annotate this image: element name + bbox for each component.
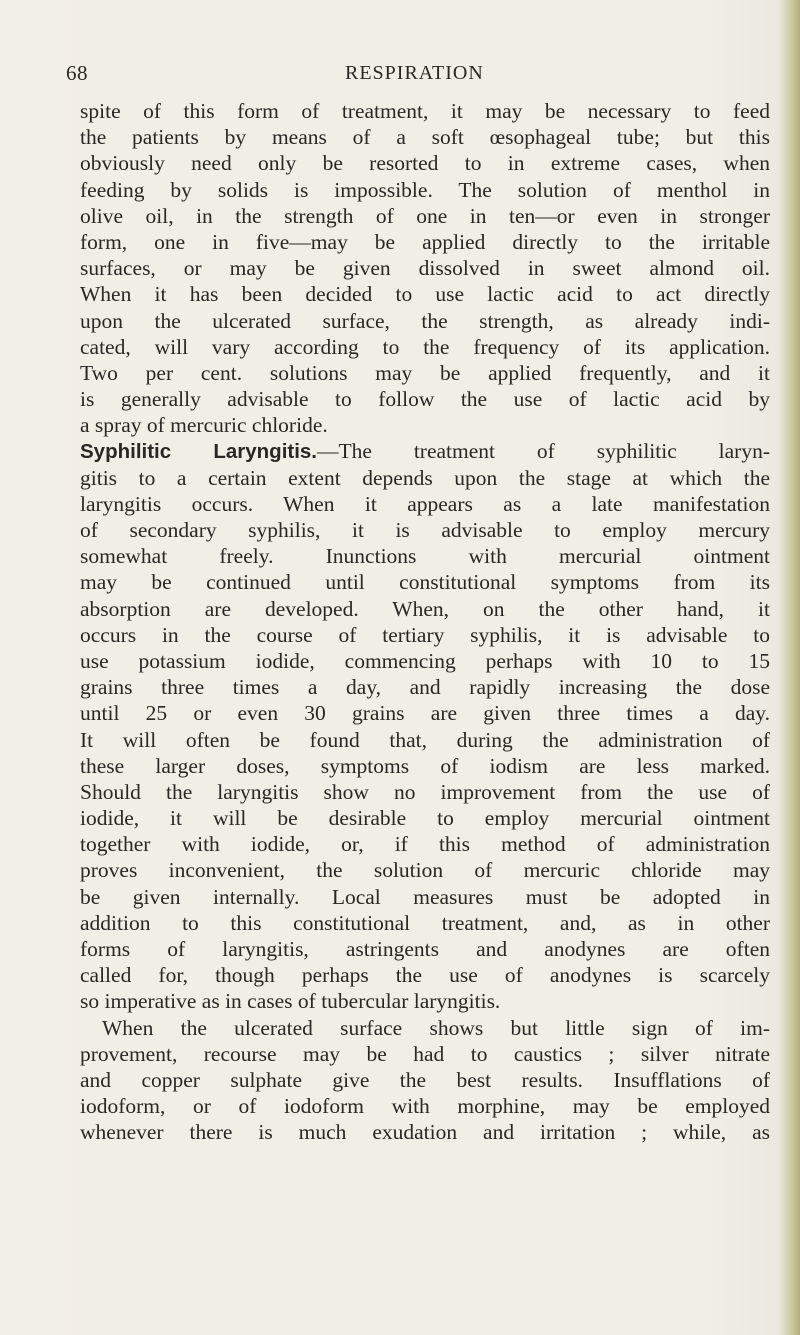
- text-line: iodoform, or of iodoform with morphine, may be employed: [80, 1094, 770, 1119]
- text-line: iodide, it will be desirable to employ mercurial ointment: [80, 806, 770, 831]
- paragraph-continuation: [80, 98, 770, 438]
- running-title: RESPIRATION: [345, 62, 484, 84]
- text-line: grains three times a day, and rapidly increasing the dose: [80, 675, 770, 700]
- text-line: these larger doses, symptoms of iodism are less marked.: [80, 753, 770, 778]
- text-line: feeding by solids is impossible. The solution of menthol in: [80, 177, 770, 202]
- text-line: cated, will vary according to the frequency of its application.: [80, 334, 770, 359]
- text-line: It will often be found that, during the administration of: [80, 727, 770, 752]
- text-line: is generally advisable to follow the use of lactic acid by: [80, 387, 770, 412]
- text-line: until 25 or even 30 grains are given three times a day.: [80, 701, 770, 726]
- text-line: of secondary syphilis, it is advisable to employ mercury: [80, 518, 770, 542]
- page-number: 68: [66, 61, 88, 85]
- text-line: the patients by means of a soft œsophageal tube; but this: [80, 125, 770, 150]
- text-line: When it has been decided to use lactic acid to act directly: [80, 282, 770, 307]
- text-line: surfaces, or may be given dissolved in sweet almond oil.: [80, 256, 770, 281]
- text-line: obviously need only be resorted to in extreme cases, when: [80, 151, 770, 176]
- text-line: so imperative as in cases of tubercular laryngitis.: [80, 989, 501, 1014]
- text-line: upon the ulcerated surface, the strength, as already indi-: [80, 308, 770, 333]
- text-line: absorption are developed. When, on the other hand, it: [80, 596, 770, 621]
- section-first-line: [80, 438, 770, 464]
- text-line: Should the laryngitis show no improvement from the use of: [80, 779, 770, 804]
- text-line: called for, though perhaps the use of anodynes is scarcely: [80, 963, 770, 988]
- text-line: together with iodide, or, if this method of administration: [80, 832, 770, 857]
- text-line: spite of this form of treatment, it may be necessary to feed: [80, 99, 770, 123]
- text-line: olive oil, in the strength of one in ten—or even in stronger: [80, 203, 770, 228]
- text-line: Two per cent. solutions may be applied frequently, and it: [80, 360, 770, 385]
- text-line: gitis to a certain extent depends upon the stage at which the: [80, 465, 770, 490]
- section-first-line-text: —The treatment of syphilitic laryn-: [317, 439, 770, 464]
- text-line: provement, recourse may be had to caustics ; silver nitrate: [80, 1041, 770, 1066]
- text-line: and copper sulphate give the best results. Insufflations of: [80, 1067, 770, 1092]
- text-line: laryngitis occurs. When it appears as a late manifestation: [80, 491, 770, 516]
- text-line: a spray of mercuric chloride.: [80, 413, 328, 438]
- text-line: whenever there is much exudation and irritation ; while, as: [80, 1120, 770, 1145]
- text-line: addition to this constitutional treatment, and, as in other: [80, 910, 770, 935]
- text-line: occurs in the course of tertiary syphilis, it is advisable to: [80, 622, 770, 647]
- text-line: may be continued until constitutional symptoms from its: [80, 570, 770, 595]
- text-line: form, one in five—may be applied directly to the irritable: [80, 229, 770, 254]
- section-heading: Syphilitic Laryngitis.: [80, 440, 318, 464]
- text-line: forms of laryngitis, astringents and anodynes are often: [80, 937, 770, 961]
- page-binding-edge: [778, 0, 800, 1335]
- section-syphilitic-laryngitis: [80, 438, 770, 1014]
- paragraph-caustics: [80, 1015, 770, 1146]
- text-line: be given internally. Local measures must be adopted in: [80, 884, 770, 909]
- text-line: proves inconvenient, the solution of mercuric chloride may: [80, 858, 770, 883]
- text-line: use potassium iodide, commencing perhaps with 10 to 15: [80, 648, 770, 673]
- text-line: somewhat freely. Inunctions with mercurial ointment: [80, 544, 770, 569]
- body-text: [80, 98, 770, 1146]
- running-head: [0, 58, 800, 88]
- text-line: When the ulcerated surface shows but little sign of im-: [102, 1015, 770, 1040]
